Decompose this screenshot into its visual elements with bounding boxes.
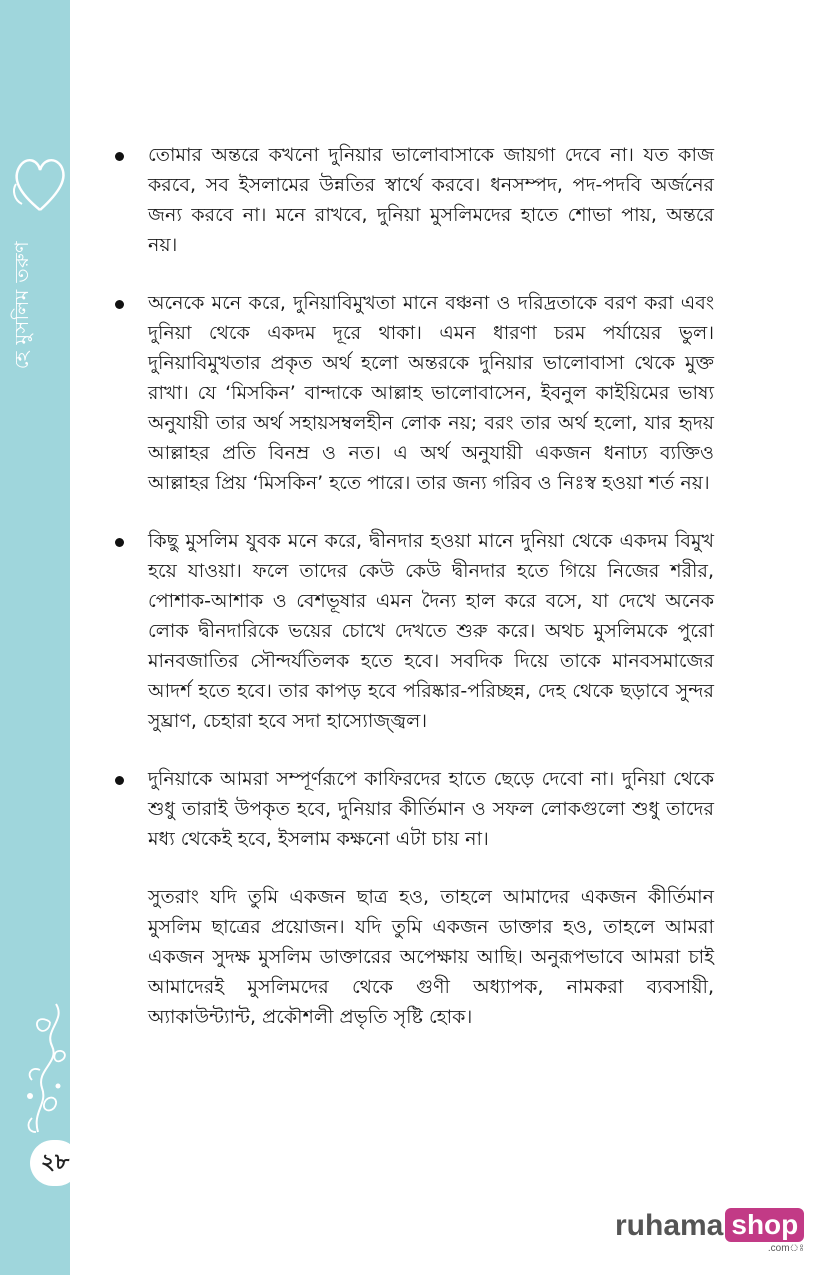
- closing-paragraph: সুতরাং যদি তুমি একজন ছাত্র হও, তাহলে আমাদের একজন কীর্তিমান মুসলিম ছাত্রের প্রয়োজন। যদি তুমি একজন ডাক্তার হও, তাহলে আমরা একজন সুদক্ষ মুসলিম ডাক্তারের অপেক্ষায় আছি। অনুরূপভাবে আমরা চাই আমাদেরই মুসলিমদের থেকে গুণী অধ্যাপক, নামকরা ব্যবসায়ী, অ্যাকাউন্ট্যান্ট, প্রকৌশলী প্রভৃতি সৃষ্টি হোক।: [148, 886, 714, 1028]
- logo-text-ruhama: ruhama: [615, 1209, 724, 1242]
- book-title-vertical: [8, 215, 40, 395]
- bullet-item: তোমার অন্তরে কখনো দুনিয়ার ভালোবাসাকে জায়গা দেবে না। যত কাজ করবে, সব ইসলামের উন্নতির স্বার্থে করবে। ধনসম্পদ, পদ-পদবি অর্জনের জন্য করবে না। মনে রাখবে, দুনিয়া মুসলিমদের হাতে শোভা পায়, অন্তরে নয়।: [112, 140, 714, 260]
- heart-outline-icon: [10, 148, 70, 218]
- floral-vine-icon: [22, 1000, 70, 1140]
- book-title-text: হে মুসলিম তরুণ: [11, 240, 33, 370]
- logo-text-suffix: .comঃ: [767, 1243, 805, 1254]
- logo-shop-group: [723, 1208, 804, 1255]
- page-body: [112, 140, 714, 1032]
- bullet-item: দুনিয়াকে আমরা সম্পূর্ণরূপে কাফিরদের হাতে ছেড়ে দেবো না। দুনিয়া থেকে শুধু তারাই উপকৃত হবে, দুনিয়ার কীর্তিমান ও সফল লোকগুলো শুধু তাদের মধ্য থেকেই হবে, ইসলাম কক্ষনো এটা চায় না।: [112, 764, 714, 854]
- ruhamashop-watermark-logo: [615, 1208, 804, 1252]
- bullet-item: অনেকে মনে করে, দুনিয়াবিমুখতা মানে বঞ্চনা ও দরিদ্রতাকে বরণ করা এবং দুনিয়া থেকে একদম দূরে থাকা। এমন ধারণা চরম পর্যায়ের ভুল। দুনিয়াবিমুখতার প্রকৃত অর্থ হলো অন্তরকে দুনিয়ার ভালোবাসা থেকে মুক্ত রাখা। যে ‘মিসকিন’ বান্দাকে আল্লাহ ভালোবাসেন, ইবনুল কাইয়িমের ভাষ্য অনুযায়ী তার অর্থ সহায়সম্বলহীন লোক নয়; বরং তার অর্থ হলো, যার হৃদয় আল্লাহর প্রতি বিনম্র ও নত। এ অর্থ অনুযায়ী একজন ধনাঢ্য ব্যক্তিও আল্লাহর প্রিয় ‘মিসকিন’ হতে পারে। তার জন্য গরিব ও নিঃস্ব হওয়া শর্ত নয়।: [112, 288, 714, 498]
- sidebar-strip: [0, 0, 70, 1275]
- page-number: ২৮: [30, 1140, 80, 1186]
- logo-text-shop: shop: [725, 1208, 804, 1242]
- bullet-item: কিছু মুসলিম যুবক মনে করে, দ্বীনদার হওয়া মানে দুনিয়া থেকে একদম বিমুখ হয়ে যাওয়া। ফলে তাদের কেউ কেউ দ্বীনদার হতে গিয়ে নিজের শরীর, পোশাক-আশাক ও বেশভূষার এমন দৈন্য হাল করে বসে, যা দেখে অনেক লোক দ্বীনদারিকে ভয়ের চোখে দেখতে শুরু করে। অথচ মুসলিমকে পুরো মানবজাতির সৌন্দর্যতিলক হতে হবে। সবদিক দিয়ে তাকে মানবসমাজের আদর্শ হতে হবে। তার কাপড় হবে পরিষ্কার-পরিচ্ছন্ন, দেহ থেকে ছড়াবে সুন্দর সুঘ্রাণ, চেহারা হবে সদা হাস্যোজ্জ্বল।: [112, 526, 714, 736]
